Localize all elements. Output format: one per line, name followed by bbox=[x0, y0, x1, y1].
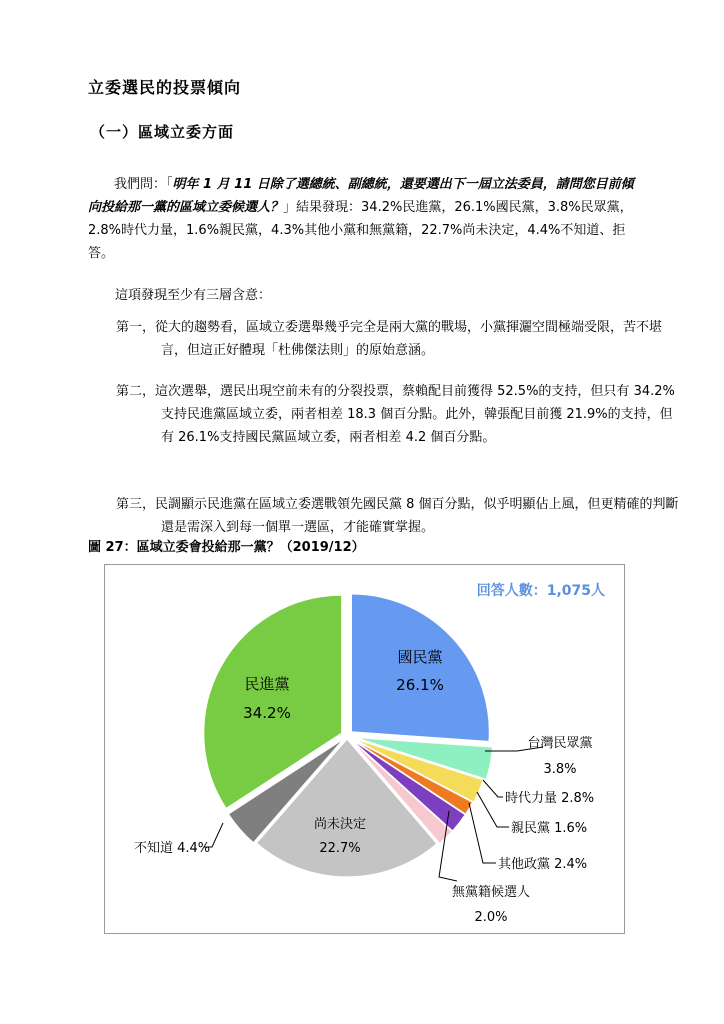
leader-line-2 bbox=[483, 780, 503, 797]
point-3: 第三，民調顯示民進黨在區域立委選戰領先國民黨 8 個百分點，似乎明顯佔上風，但更精確的判斷還是需深入到每一個單一選區，才能確實掌握。 bbox=[116, 497, 679, 535]
slice-value-6: 22.7% bbox=[319, 841, 361, 856]
section-title: 立委選民的投票傾向 bbox=[88, 78, 242, 97]
slice-label-1: 台灣民眾黨 bbox=[527, 736, 593, 751]
slice-label-4: 其他政黨 2.4% bbox=[498, 857, 588, 872]
pie-chart bbox=[105, 565, 624, 933]
implication-intro: 這項發現至少有三層含意： bbox=[115, 288, 272, 303]
pie-slice-0 bbox=[351, 594, 489, 742]
leader-line-4 bbox=[469, 803, 496, 863]
question-intro: 我們問： bbox=[114, 177, 167, 192]
slice-label-8: 民進黨 bbox=[244, 675, 290, 693]
figure-caption: 圖 27：區域立委會投給那一黨？（2019/12） bbox=[88, 540, 365, 555]
slice-label-7: 不知道 4.4% bbox=[134, 841, 211, 856]
slice-label-6: 尚未決定 bbox=[313, 817, 367, 832]
slice-label-5: 無黨籍候選人 bbox=[451, 885, 531, 900]
open-quote: 「 bbox=[166, 177, 173, 192]
survey-result: 結果發現：34.2%民進黨，26.1%國民黨，3.8%民眾黨，2.8%時代力量，1.6%親民黨，4.3%其他小黨和無黨籍，22.7%尚未決定，4.4%不知道、拒答。 bbox=[88, 200, 633, 261]
pie-chart-frame bbox=[104, 564, 625, 934]
slice-value-1: 3.8% bbox=[543, 762, 577, 777]
slice-label-2: 時代力量 2.8% bbox=[505, 791, 595, 806]
point-2: 第二，這次選舉，選民出現空前未有的分裂投票，蔡賴配目前獲得 52.5%的支持，但只有 34.2%支持民進黨區域立委，兩者相差 18.3 個百分點。此外，韓張配目前獲 21.9%的支持，但有 26.1%支持國民黨區域立委，兩者相差 4.2 個百分點。 bbox=[116, 384, 675, 445]
question-paragraph bbox=[88, 173, 636, 265]
slice-value-0: 26.1% bbox=[396, 676, 444, 694]
slice-value-5: 2.0% bbox=[474, 910, 508, 925]
slice-label-0: 國民黨 bbox=[397, 648, 443, 666]
slice-label-3: 親民黨 1.6% bbox=[511, 821, 588, 836]
slice-value-8: 34.2% bbox=[243, 704, 291, 722]
point-1: 第一，從大的趨勢看，區域立委選舉幾乎完全是兩大黨的戰場，小黨揮灑空間極端受限，苦不堪言，但這正好體現「杜佛傑法則」的原始意涵。 bbox=[116, 320, 663, 358]
close-quote: 」 bbox=[283, 200, 297, 215]
question-text: 明年 1 月 11 日除了選總統、副總統，還要選出下一屆立法委員，請問您目前傾向投給那一黨的區域立委候選人？ bbox=[88, 177, 634, 215]
subsection-title: （一）區域立委方面 bbox=[90, 123, 235, 141]
respondents-count: 回答人數：1,075人 bbox=[476, 583, 605, 599]
